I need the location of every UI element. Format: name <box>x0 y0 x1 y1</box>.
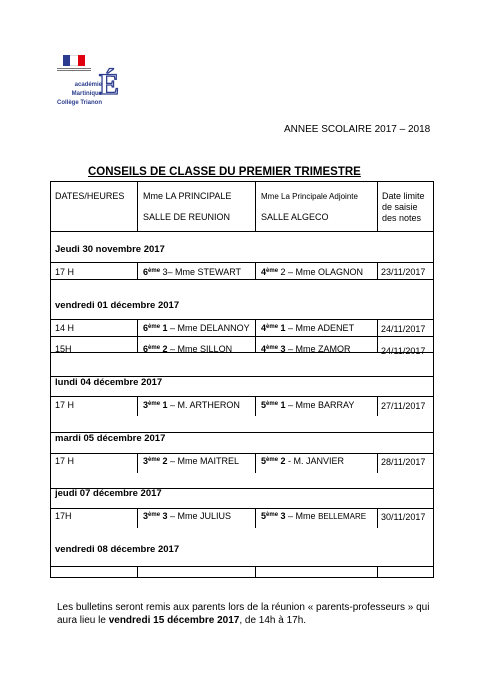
time-cell: 15H <box>55 344 72 354</box>
class-cell: 5ème 1 – Mme BARRAY <box>261 400 355 410</box>
deadline-cell: 28/11/2017 <box>381 457 426 467</box>
class-cell: 5ème 2 - M. JANVIER <box>261 456 345 466</box>
class-cell: 3ème 1 – M. ARTHERON <box>143 400 240 410</box>
class-cell: 6ème 2 – Mme SILLON <box>143 344 233 354</box>
day-header: jeudi 07 décembre 2017 <box>55 488 162 499</box>
logo-text <box>54 81 102 108</box>
class-cell: 6ème 3– Mme STEWART <box>143 267 242 277</box>
class-cell: 3ème 3 – Mme JULIUS <box>143 511 232 521</box>
college-logo <box>54 55 134 117</box>
time-cell: 17 H <box>55 267 75 277</box>
day-header: lundi 04 décembre 2017 <box>55 377 163 388</box>
school-year: ANNEE SCOLAIRE 2017 – 2018 <box>284 124 431 135</box>
header-salle-reunion: SALLE DE REUNION <box>143 212 231 222</box>
time-cell: 17 H <box>55 400 75 410</box>
time-cell: 17H <box>55 511 72 521</box>
logo-line-academie: académie <box>74 82 102 88</box>
time-cell: 17 H <box>55 456 75 466</box>
header-principale: Mme LA PRINCIPALE <box>143 191 232 201</box>
deadline-cell: 27/11/2017 <box>381 401 426 411</box>
header-principale-adjointe: Mme La Principale Adjointe <box>261 192 358 201</box>
logo-line-martinique: Martinique <box>71 91 102 97</box>
deadline-cell: 24/11/2017 <box>381 346 426 356</box>
class-cell: 5ème 3 – Mme BELLEMARE <box>261 511 367 521</box>
header-de-saisie: de saisie <box>382 202 418 212</box>
republique-text-mark <box>57 68 91 74</box>
class-cell: 4ème 1 – Mme ADENET <box>261 323 355 333</box>
deadline-cell: 24/11/2017 <box>381 324 426 334</box>
french-flag-icon <box>63 55 85 66</box>
logo-line-college: Collège Trianon <box>56 100 102 106</box>
class-cell: 6ème 1 – Mme DELANNOY <box>143 323 250 333</box>
class-cell: 4ème 3 – Mme ZAMOR <box>261 344 351 354</box>
header-dates: DATES/HEURES <box>55 191 125 201</box>
day-header: mardi 05 décembre 2017 <box>55 433 166 444</box>
header-des-notes: des notes <box>382 213 422 223</box>
class-cell: 4ème 2 – Mme OLAGNON <box>261 267 364 277</box>
footer-note: Les bulletins seront remis aux parents lors de la réunion « parents-professeurs » qui aura lieu le vendredi 15 décembre 2017, de 14h à 17h. <box>57 602 430 626</box>
education-e-icon: É <box>99 68 120 101</box>
header-date-limite: Date limite <box>382 191 425 201</box>
page-title: CONSEILS DE CLASSE DU PREMIER TRIMESTRE <box>88 166 361 178</box>
day-header: vendredi 08 décembre 2017 <box>55 544 180 555</box>
day-header: Jeudi 30 novembre 2017 <box>55 244 165 255</box>
day-header: vendredi 01 décembre 2017 <box>55 300 180 311</box>
time-cell: 14 H <box>55 323 75 333</box>
schedule-table <box>50 181 434 578</box>
deadline-cell: 30/11/2017 <box>381 512 426 522</box>
class-cell: 3ème 2 – Mme MAITREL <box>143 456 240 466</box>
header-salle-algeco: SALLE ALGECO <box>261 212 329 222</box>
deadline-cell: 23/11/2017 <box>381 267 426 277</box>
